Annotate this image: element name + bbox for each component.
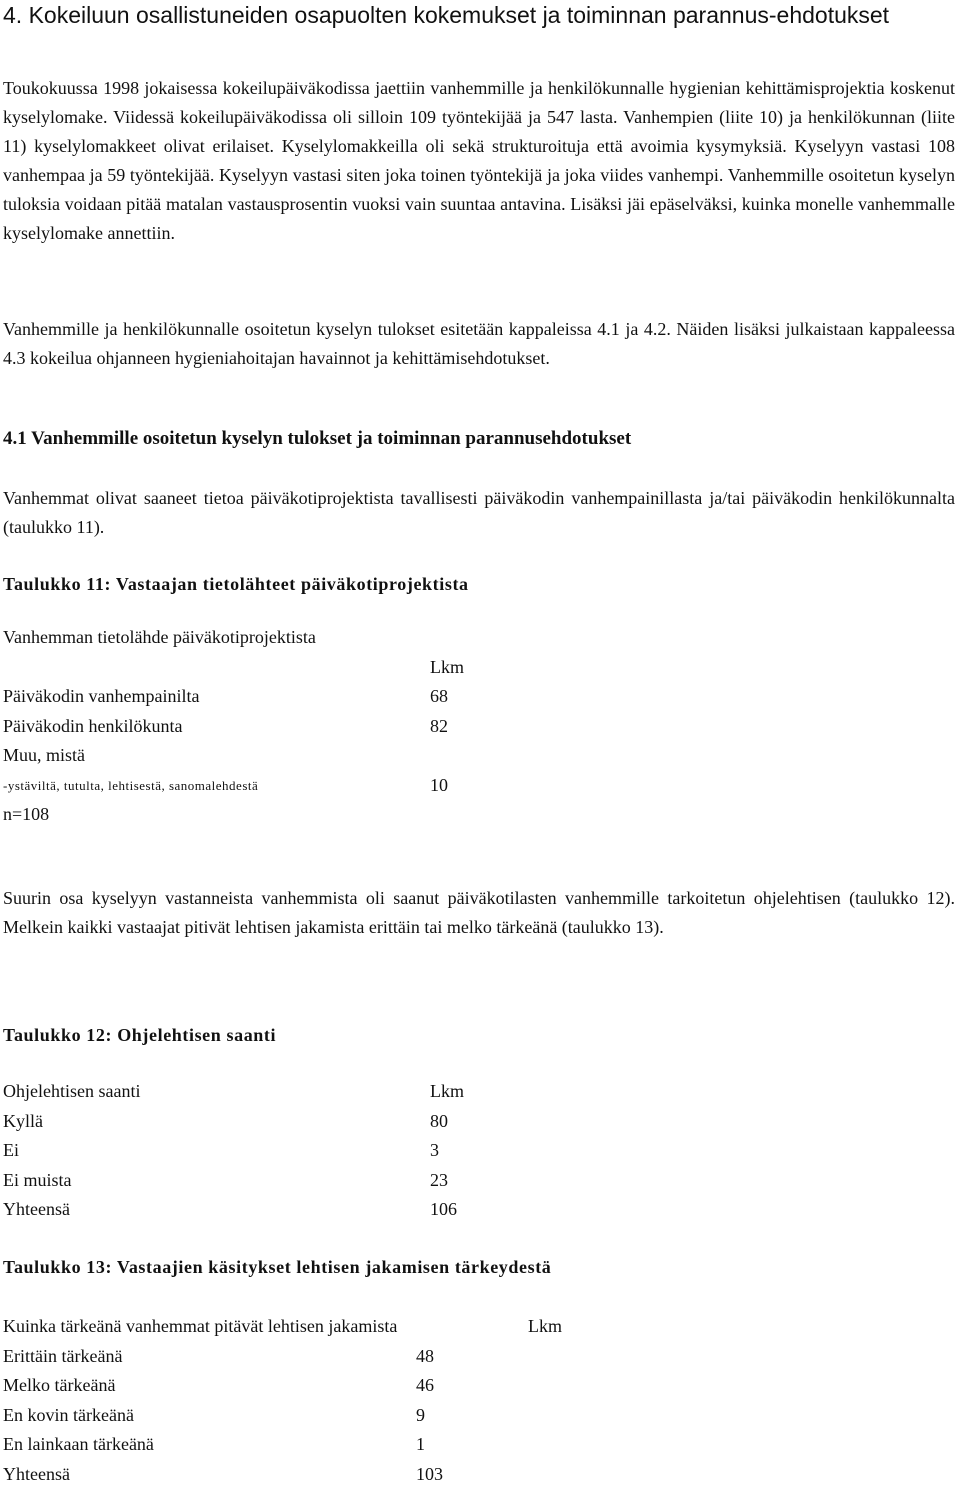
leaflet-paragraph: Suurin osa kyselyyn vastanneista vanhemmista oli saanut päiväkotilasten vanhemmille tarkoitetun ohjelehtisen (taulukko 12). Melkein kaikki vastaajat pitivät lehtisen jakamista erittäin tai melko tärkeänä (taulukko 13). bbox=[3, 884, 955, 942]
row-label: Ei muista bbox=[3, 1166, 72, 1196]
table-row bbox=[3, 1195, 523, 1225]
row-value: 80 bbox=[430, 1107, 448, 1137]
table-row bbox=[3, 771, 523, 801]
row-label: Päiväkodin henkilökunta bbox=[3, 712, 182, 742]
parents-info-paragraph: Vanhemmat olivat saaneet tietoa päiväkotiprojektista tavallisesti päiväkodin vanhempainillasta ja/tai päiväkodin henkilökunnalta (taulukko 11). bbox=[3, 484, 955, 542]
row-label: -ystäviltä, tutulta, lehtisestä, sanomalehdestä bbox=[3, 771, 258, 801]
row-value: 1 bbox=[416, 1430, 425, 1460]
table-row bbox=[3, 1107, 523, 1137]
table-row bbox=[3, 653, 523, 683]
table-row bbox=[3, 623, 523, 653]
table-12-col-label: Ohjelehtisen saanti bbox=[3, 1077, 140, 1107]
table-row bbox=[3, 1136, 523, 1166]
table-12-title: Taulukko 12: Ohjelehtisen saanti bbox=[3, 1021, 276, 1050]
row-value: 82 bbox=[430, 712, 448, 742]
table-row bbox=[3, 1342, 623, 1372]
overview-paragraph: Vanhemmille ja henkilökunnalle osoitetun kyselyn tulokset esitetään kappaleissa 4.1 ja 4.2. Näiden lisäksi julkaistaan kappaleessa 4.3 kokeilua ohjanneen hygieniahoitajan havainnot ja kehittämisehdotukset. bbox=[3, 315, 955, 373]
row-label: Muu, mistä bbox=[3, 741, 85, 771]
table-row bbox=[3, 712, 523, 742]
table-row bbox=[3, 1371, 623, 1401]
subsection-heading: 4.1 Vanhemmille osoitetun kyselyn tulokset ja toiminnan parannusehdotukset bbox=[3, 424, 631, 453]
table-row bbox=[3, 1401, 623, 1431]
table-11-caption: Vanhemman tietolähde päiväkotiprojektista bbox=[3, 623, 316, 653]
table-11 bbox=[3, 623, 523, 830]
table-row bbox=[3, 741, 523, 771]
table-13-title: Taulukko 13: Vastaajien käsitykset lehtisen jakamisen tärkeydestä bbox=[3, 1253, 551, 1282]
row-label: Ei bbox=[3, 1136, 19, 1166]
row-value: 3 bbox=[430, 1136, 439, 1166]
row-value: 46 bbox=[416, 1371, 434, 1401]
table-13-col-header: Lkm bbox=[528, 1312, 562, 1342]
row-value: 68 bbox=[430, 682, 448, 712]
row-value: 9 bbox=[416, 1401, 425, 1431]
row-value: 48 bbox=[416, 1342, 434, 1372]
row-value: 106 bbox=[430, 1195, 457, 1225]
row-value: 103 bbox=[416, 1460, 443, 1489]
table-row bbox=[3, 1312, 623, 1342]
row-label: Kyllä bbox=[3, 1107, 43, 1137]
table-12 bbox=[3, 1077, 523, 1225]
table-11-title: Taulukko 11: Vastaajan tietolähteet päiväkotiprojektista bbox=[3, 570, 469, 599]
row-label: Yhteensä bbox=[3, 1460, 70, 1489]
row-label: En kovin tärkeänä bbox=[3, 1401, 134, 1431]
table-row bbox=[3, 1430, 623, 1460]
table-11-col-header: Lkm bbox=[430, 653, 464, 683]
table-13 bbox=[3, 1312, 623, 1489]
row-label: Päiväkodin vanhempainilta bbox=[3, 682, 199, 712]
table-12-col-header: Lkm bbox=[430, 1077, 464, 1107]
row-label: Melko tärkeänä bbox=[3, 1371, 115, 1401]
row-label: Erittäin tärkeänä bbox=[3, 1342, 122, 1372]
table-11-n-note: n=108 bbox=[3, 800, 49, 830]
row-label: Yhteensä bbox=[3, 1195, 70, 1225]
row-value: 10 bbox=[430, 771, 448, 801]
row-label: En lainkaan tärkeänä bbox=[3, 1430, 154, 1460]
row-value: 23 bbox=[430, 1166, 448, 1196]
table-row bbox=[3, 682, 523, 712]
table-row bbox=[3, 800, 523, 830]
section-heading: 4. Kokeiluun osallistuneiden osapuolten kokemukset ja toiminnan parannus-ehdotukset bbox=[3, 0, 957, 32]
table-row bbox=[3, 1166, 523, 1196]
intro-paragraph: Toukokuussa 1998 jokaisessa kokeilupäiväkodissa jaettiin vanhemmille ja henkilökunnalle hygienian kehittämisprojektia koskenut kyselylomake. Viidessä kokeilupäiväkodissa oli silloin 109 työntekijää ja 547 lasta. Vanhempien (liite 10) ja henkilökunnan (liite 11) kyselylomakkeet olivat erilaiset. Kyselylomakkeilla oli sekä strukturoituja että avoimia kysymyksiä. Kyselyyn vastasi 108 vanhempaa ja 59 työntekijää. Kyselyyn vastasi siten joka toinen työntekijä ja joka viides vanhempi. Vanhemmille osoitetun kyselyn tuloksia voidaan pitää matalan vastausprosentin vuoksi vain suuntaa antavina. Lisäksi jäi epäselväksi, kuinka monelle vanhemmalle kyselylomake annettiin. bbox=[3, 74, 955, 248]
table-13-col-label: Kuinka tärkeänä vanhemmat pitävät lehtisen jakamista bbox=[3, 1312, 397, 1342]
table-row bbox=[3, 1077, 523, 1107]
